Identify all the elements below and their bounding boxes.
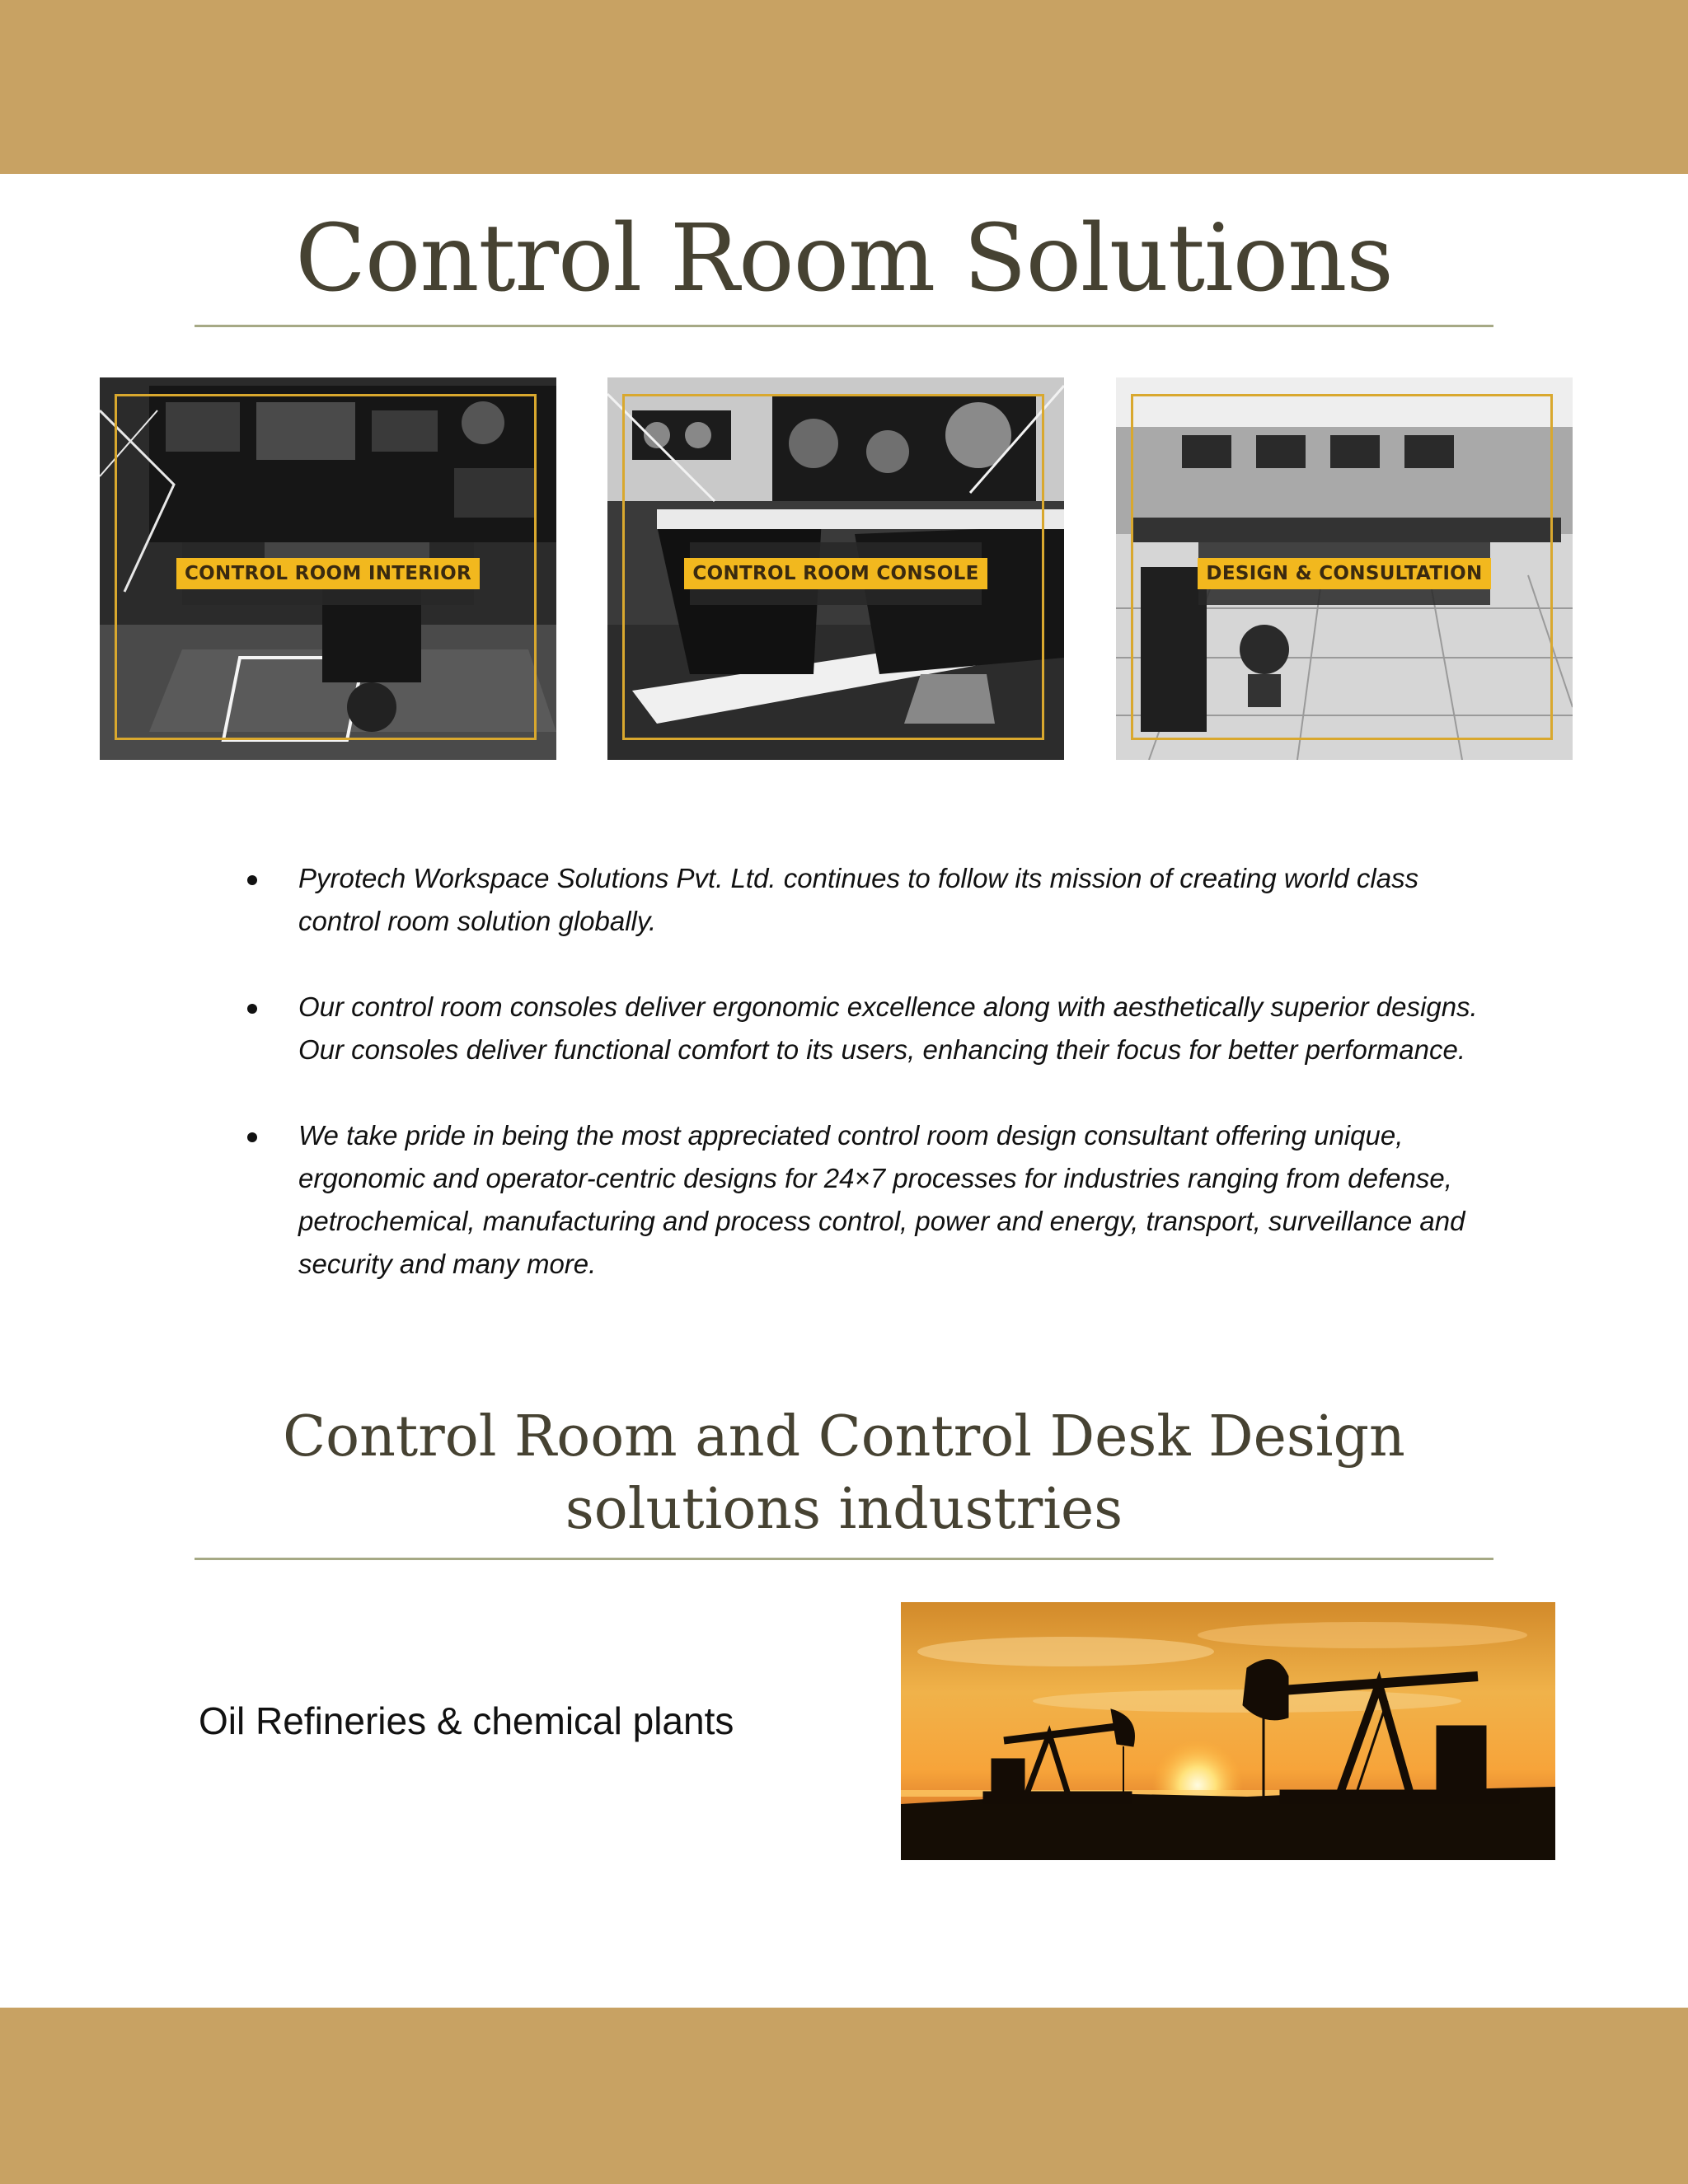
bullet-item xyxy=(247,1114,1500,1286)
tile-label: CONTROL ROOM INTERIOR xyxy=(176,558,480,589)
tile-design-consultation xyxy=(1116,377,1573,760)
tile-label-box xyxy=(690,542,982,605)
tile-label-box xyxy=(182,542,474,605)
tile-label: DESIGN & CONSULTATION xyxy=(1198,558,1490,589)
mission-bullet-list xyxy=(247,857,1500,1329)
bullet-icon xyxy=(247,1004,257,1014)
tile-label-box xyxy=(1198,542,1490,605)
tile-label: CONTROL ROOM CONSOLE xyxy=(684,558,987,589)
oil-pumpjack-photo xyxy=(901,1602,1555,1860)
bullet-item xyxy=(247,986,1500,1071)
bullet-item xyxy=(247,857,1500,943)
page-title: Control Room Solutions xyxy=(295,205,1393,312)
bullet-text: Our control room consoles deliver ergonomic excellence along with aesthetically superior designs. Our consoles deliver functional comfort to its users, enhancing their focus for better performance. xyxy=(298,991,1478,1065)
title-divider xyxy=(195,325,1493,327)
tile-control-room-console xyxy=(607,377,1064,760)
header-band xyxy=(0,0,1688,174)
industry-label: Oil Refineries & chemical plants xyxy=(199,1699,734,1742)
footer-band xyxy=(0,2008,1688,2184)
bullet-text: We take pride in being the most appreciated control room design consultant offering unique, ergonomic and operator-centric designs for 24×7 processes for industries ranging from defense, petrochemical, manufacturing and process control, power and energy, transport, surveillance and security and many more. xyxy=(298,1120,1465,1279)
section-divider xyxy=(195,1558,1493,1560)
section-heading: Control Room and Control Desk Design solutions industries xyxy=(283,1404,1405,1542)
tile-control-room-interior xyxy=(100,377,556,760)
bullet-text: Pyrotech Workspace Solutions Pvt. Ltd. continues to follow its mission of creating world class control room solution globally. xyxy=(298,863,1419,936)
sunset-pumpjack-image xyxy=(901,1602,1555,1860)
bullet-icon xyxy=(247,875,257,885)
bullet-icon xyxy=(247,1132,257,1142)
